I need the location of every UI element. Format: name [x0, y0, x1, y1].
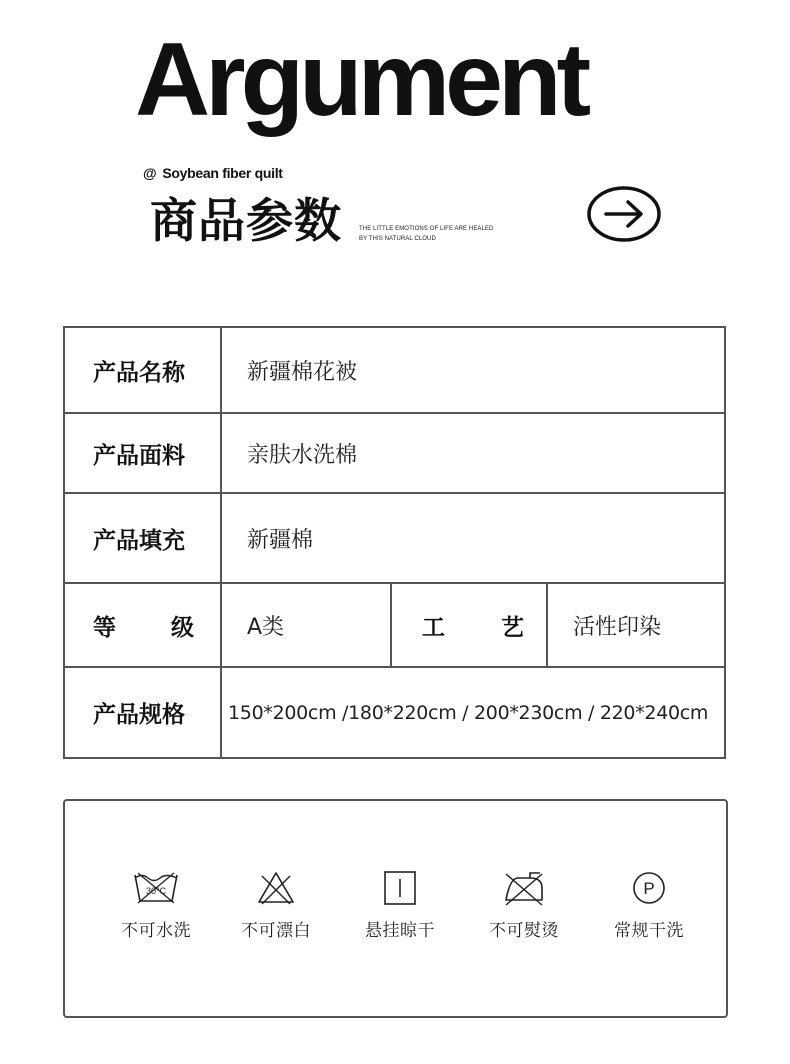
table-row	[64, 667, 725, 758]
wash-temp: 30°C	[145, 886, 167, 896]
table-row	[64, 583, 725, 667]
product-subtitle	[143, 165, 283, 181]
care-label-wash: 不可水洗	[121, 921, 191, 941]
spec-label: 产品规格	[64, 667, 221, 758]
care-label-dry: 悬挂晾干	[365, 921, 435, 941]
craft-value: 活性印染	[547, 583, 725, 667]
wash-30c-icon	[132, 870, 180, 906]
craft-label-char-2: 艺	[501, 614, 524, 641]
name-value: 新疆棉花被	[221, 327, 725, 413]
care-item-bleach	[221, 870, 331, 941]
table-row	[64, 493, 725, 583]
craft-label	[391, 583, 547, 667]
fabric-label: 产品面料	[64, 413, 221, 493]
params-table	[63, 326, 726, 759]
fabric-value: 亲肤水洗棉	[221, 413, 725, 493]
section-title: 商品参数	[150, 194, 342, 249]
spec-value: 150*200cm /180*220cm / 200*230cm / 220*240cm	[221, 667, 725, 758]
care-item-wash	[101, 870, 211, 941]
filling-label: 产品填充	[64, 493, 221, 583]
care-item-dryclean	[594, 870, 704, 941]
filling-value: 新疆棉	[221, 493, 725, 583]
care-label-iron: 不可熨烫	[489, 921, 559, 941]
craft-label-char-1: 工	[422, 614, 445, 641]
hang-dry-icon	[376, 870, 424, 906]
dry-clean-p-icon	[625, 870, 673, 906]
no-iron-icon	[500, 870, 548, 906]
table-row	[64, 327, 725, 413]
at-symbol: @	[143, 165, 157, 181]
care-label-bleach: 不可漂白	[241, 921, 311, 941]
grade-label-char-2: 级	[171, 614, 194, 641]
tagline-line-2: BY THIS NATURAL CLOUD	[359, 236, 436, 242]
brand-title: Argument	[135, 22, 587, 138]
care-label-dryclean: 常规干洗	[614, 921, 684, 941]
grade-value: A类	[221, 583, 391, 667]
grade-label	[64, 583, 221, 667]
name-label: 产品名称	[64, 327, 221, 413]
subtitle-text: Soybean fiber quilt	[162, 165, 283, 181]
arrow-right-circle-icon[interactable]	[586, 185, 662, 243]
no-bleach-icon	[252, 870, 300, 906]
tagline	[359, 224, 494, 244]
table-row	[64, 413, 725, 493]
care-item-iron	[469, 870, 579, 941]
care-item-dry	[345, 870, 455, 941]
grade-label-char-1: 等	[93, 614, 116, 641]
tagline-line-1: THE LITTLE EMOTIONS OF LIFE ARE HEALED	[359, 226, 494, 232]
dryclean-symbol: P	[643, 879, 655, 898]
